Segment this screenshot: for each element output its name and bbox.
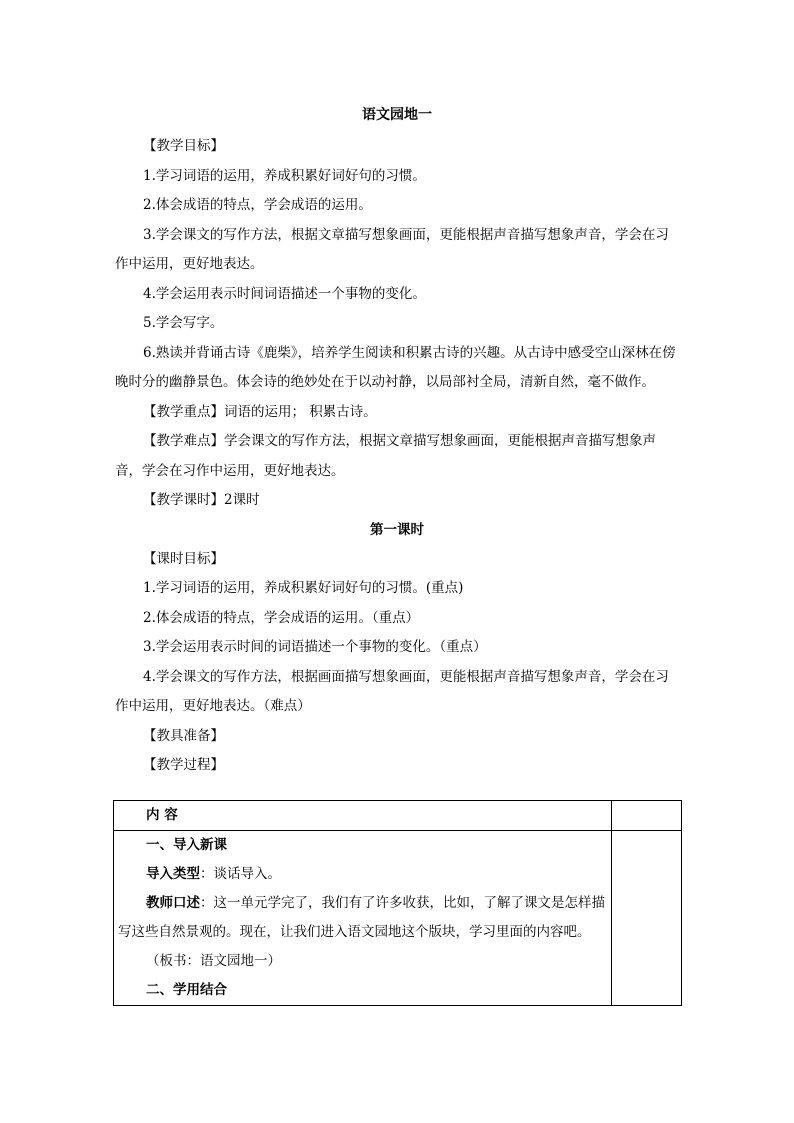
goals-heading: 【教学目标】: [143, 138, 224, 154]
table-content-cell: [114, 831, 612, 1006]
teacher-speech-label: 教师口述: [146, 895, 200, 911]
table-side-cell: [612, 831, 682, 1006]
goal-item: 2.体会成语的特点，学会成语的运用。: [143, 197, 372, 213]
table-header-row: [114, 801, 682, 831]
goal-item: 1.学习词语的运用，养成积累好词好句的习惯。: [143, 167, 426, 184]
lesson-title: 第一课时: [370, 521, 424, 538]
difficulty: 【教学难点】学会课文的写作方法，根据文章描写想象画面，更能根据声音描写想象声音，学会在习作中运用，更好地表达。: [115, 433, 656, 479]
goal-item: 4.学会运用表示时间词语描述一个事物的变化。: [143, 285, 426, 302]
section-heading: 二、学用结合: [146, 982, 227, 998]
table-row: [114, 831, 682, 1006]
board-note: （板书：语文园地一）: [146, 953, 281, 969]
key-point: 【教学重点】词语的运用； 积累古诗。: [143, 403, 377, 420]
intro-type-value: ：谈话导入。: [200, 866, 281, 882]
intro-type-label: 导入类型: [146, 866, 200, 882]
goal-item: 6.熟读并背诵古诗《鹿柴》，培养学生阅读和积累古诗的兴趣。从古诗中感受空山深林在傍晚时分的幽静景色。体会诗的绝妙处在于以动衬静，以局部衬全局，清新自然，毫不做作。: [115, 344, 676, 390]
content-header: 内 容: [146, 807, 178, 823]
teacher-speech: [114, 889, 611, 947]
goal-item: 5.学会写字。: [143, 315, 224, 331]
goal-item: 3.学会课文的写作方法，根据文章描写想象画面，更能根据声音描写想象声音，学会在习作中运用，更好地表达。: [115, 226, 669, 272]
section-heading: 一、导入新课: [146, 837, 227, 853]
lesson-goals-heading: 【课时目标】: [143, 550, 224, 567]
lesson-hours: 【教学课时】2课时: [143, 492, 260, 508]
table-header-cell: [114, 801, 612, 831]
table-side-cell: [612, 801, 682, 831]
lesson-goal-item: 4.学会课文的写作方法，根据画面描写想象画面，更能根据声音描写想象声音，学会在习作中运用，更好地表达。（难点）: [115, 668, 669, 714]
process-heading: 【教学过程】: [143, 757, 224, 773]
intro-type: [114, 860, 611, 889]
lesson-goal-item: 1.学习词语的运用，养成积累好词好句的习惯。(重点): [143, 580, 464, 596]
page-title: 语文园地一: [362, 107, 432, 123]
lesson-goal-item: 3.学会运用表示时间的词语描述一个事物的变化。（重点）: [143, 639, 487, 655]
teaching-process-table: [113, 800, 682, 1006]
lesson-plan-body: [115, 132, 679, 781]
teacher-speech-text: ：这一单元学完了，我们有了许多收获，比如，了解了课文是怎样描写这些自然景观的。现在，让我们进入语文园地这个版块，学习里面的内容吧。: [118, 895, 605, 940]
lesson-goal-item: 2.体会成语的特点，学会成语的运用。（重点）: [143, 609, 420, 626]
tools-heading: 【教具准备】: [143, 727, 224, 744]
